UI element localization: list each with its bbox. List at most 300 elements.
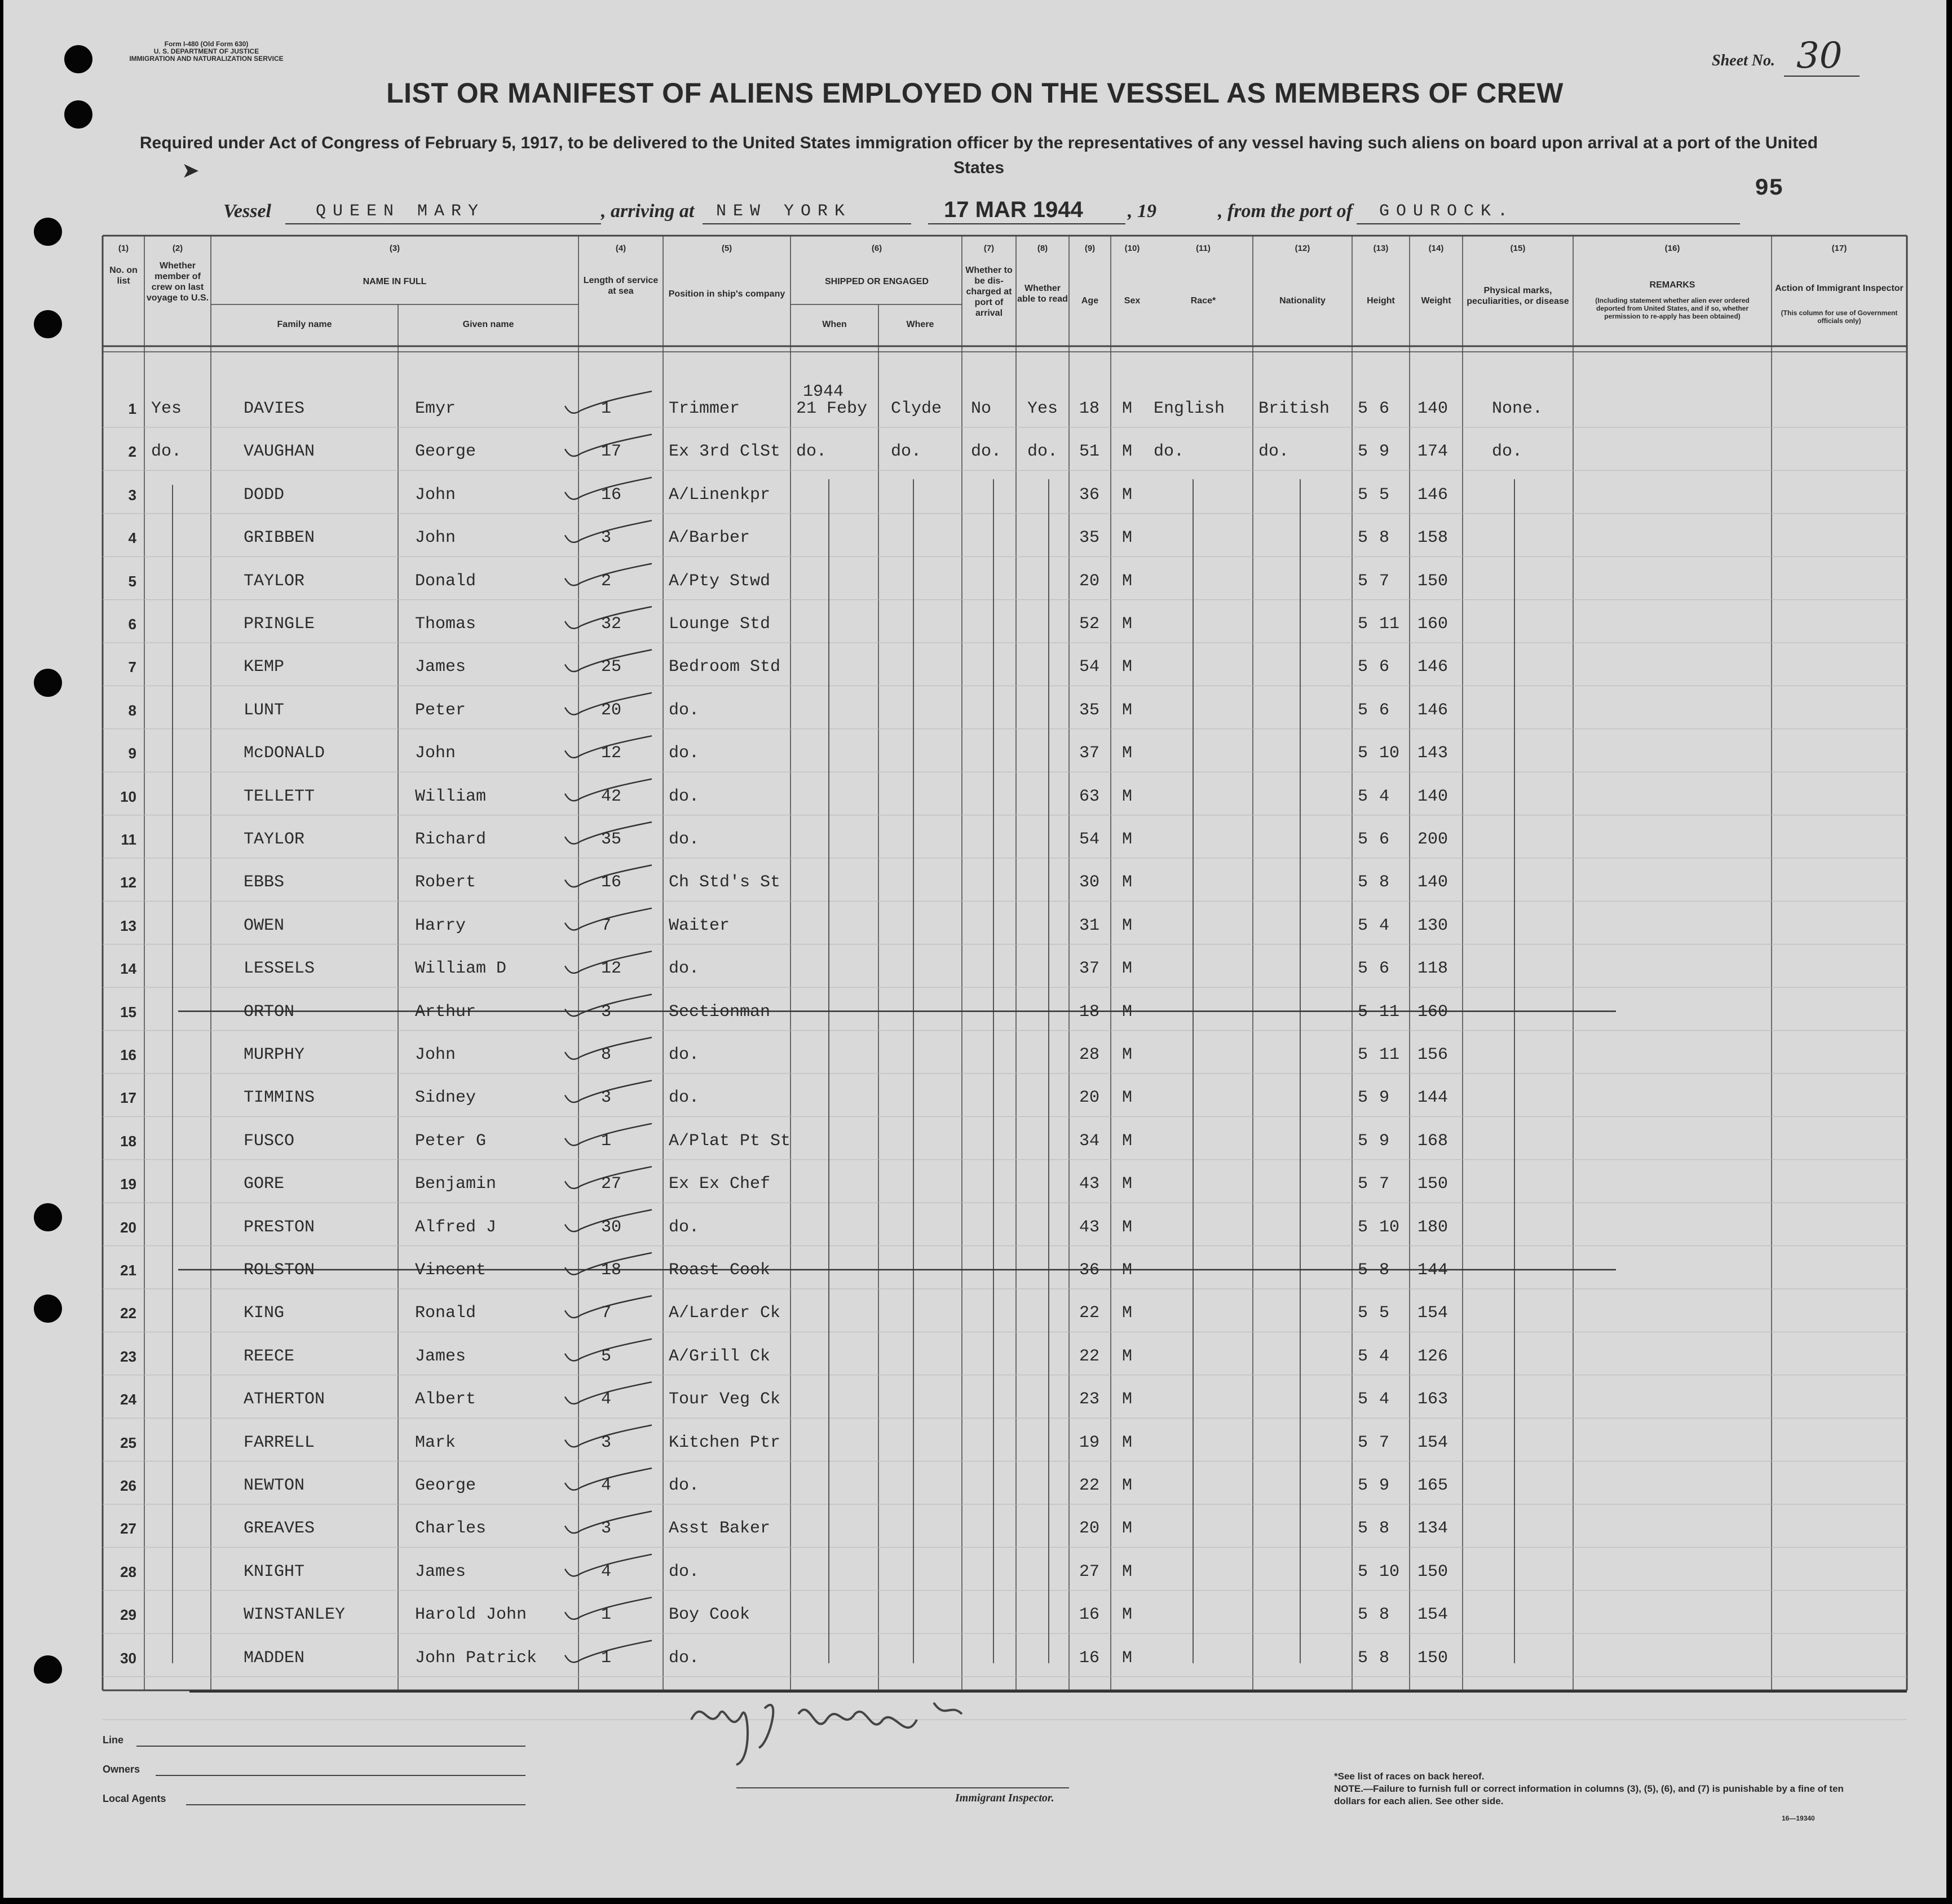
age-cell: 16 [1079,1605,1100,1625]
service-cell: 4 [601,1476,612,1495]
weight-cell: 144 [1417,1088,1448,1108]
height-feet-cell: 5 [1358,1390,1368,1410]
family-name-cell: VAUGHAN [244,442,315,462]
row-number: 25 [120,1434,136,1451]
prev-voyage-cell: Yes [151,399,182,418]
weight-cell: 146 [1417,485,1448,505]
sex-cell: M [1122,1390,1133,1410]
height-feet-cell: 5 [1358,787,1368,806]
service-cell: 3 [601,1002,612,1022]
row-number: 1 [128,400,136,417]
height-inches-cell: 7 [1379,1174,1390,1194]
row-number: 12 [120,874,136,891]
sex-cell: M [1122,615,1133,634]
service-cell: 16 [601,873,622,893]
given-name-cell: William D [415,959,507,979]
from-label: , from the port of [1218,201,1353,222]
weight-cell: 140 [1417,399,1448,418]
manifest-page [3,0,1946,1898]
family-name-cell: PRINGLE [244,615,315,634]
height-feet-cell: 5 [1358,1261,1368,1280]
height-inches-cell: 4 [1379,916,1390,935]
family-name-cell: FARRELL [244,1433,315,1452]
position-cell: Boy Cook [669,1605,750,1625]
height-inches-cell: 8 [1379,1261,1390,1280]
row-number: 9 [128,745,136,762]
height-feet-cell: 5 [1358,1648,1368,1668]
row-number: 20 [120,1218,136,1236]
given-name-cell: Emyr [415,399,456,418]
agents-field [186,1804,525,1805]
age-cell: 63 [1079,787,1100,806]
column-header: Action of Immigrant Inspector [1775,284,1904,293]
column-number: (9) [1084,244,1096,253]
given-name-cell: Ronald [415,1304,476,1323]
service-cell: 1 [601,1648,612,1668]
row-number: 23 [120,1348,136,1365]
sex-cell: M [1122,1131,1133,1151]
age-cell: 37 [1079,744,1100,763]
given-name-header: Given name [462,320,514,329]
height-feet-cell: 5 [1358,1433,1368,1452]
column-number: (14) [1428,244,1444,253]
given-name-cell: Vincent [415,1261,487,1280]
weight-cell: 158 [1417,528,1448,548]
weight-cell: 140 [1417,873,1448,893]
height-feet-cell: 5 [1358,1045,1368,1064]
height-feet-cell: 5 [1358,485,1368,505]
position-cell: do. [669,830,700,849]
age-cell: 37 [1079,959,1100,979]
position-cell: do. [669,744,700,763]
given-name-cell: Benjamin [415,1174,497,1194]
column-number: (17) [1831,244,1847,253]
row-number: 8 [128,701,136,719]
height-feet-cell: 5 [1358,1088,1368,1108]
service-cell: 3 [601,528,612,548]
row-number: 5 [128,572,136,590]
when-cell: 21 Feby [796,399,868,418]
weight-cell: 146 [1417,657,1448,677]
column-header: Nationality [1279,296,1326,306]
age-cell: 31 [1079,916,1100,935]
height-inches-cell: 6 [1379,830,1390,849]
service-cell: 18 [601,1261,622,1280]
sex-cell: M [1122,916,1133,935]
column-number: (7) [983,244,995,253]
row-number: 15 [120,1003,136,1021]
column-number: (16) [1664,244,1680,253]
given-name-cell: George [415,1476,476,1495]
sex-cell: M [1122,1174,1133,1194]
height-inches-cell: 8 [1379,1519,1390,1539]
height-inches-cell: 4 [1379,1346,1390,1366]
page-title: LIST OR MANIFEST OF ALIENS EMPLOYED ON THE VESSEL AS MEMBERS OF CREW [386,77,1564,109]
age-cell: 18 [1079,1002,1100,1022]
weight-cell: 150 [1417,1648,1448,1668]
given-name-cell: Donald [415,571,476,591]
height-inches-cell: 11 [1379,615,1400,634]
height-inches-cell: 4 [1379,1390,1390,1410]
arrow-mark-icon: ➤ [182,159,200,183]
sex-cell: M [1122,830,1133,849]
weight-cell: 140 [1417,787,1448,806]
sex-cell: M [1122,571,1133,591]
column-number: (4) [615,244,626,253]
family-name-cell: GORE [244,1174,285,1194]
position-cell: do. [669,1045,700,1064]
weight-cell: 160 [1417,615,1448,634]
remarks-note: (Including statement whether alien ever ordered deported from United States, and if so, whether permission to re-apply has been obtained) [1595,297,1750,320]
sex-cell: M [1122,744,1133,763]
family-name-cell: GRIBBEN [244,528,315,548]
family-name-cell: LUNT [244,700,285,720]
height-feet-cell: 5 [1358,700,1368,720]
given-name-cell: James [415,1562,466,1581]
marks-cell: do. [1492,442,1523,462]
sex-cell: M [1122,399,1133,418]
column-number: (15) [1510,244,1526,253]
row-number: 13 [120,917,136,934]
position-cell: Ex Ex Chef [669,1174,771,1194]
height-inches-cell: 10 [1379,1562,1400,1581]
row-number: 6 [128,616,136,633]
service-cell: 5 [601,1346,612,1366]
inspector-label: Immigrant Inspector. [955,1792,1054,1804]
position-cell: A/Barber [669,528,750,548]
height-feet-cell: 5 [1358,657,1368,677]
sex-cell: M [1122,657,1133,677]
row-number: 27 [120,1520,136,1538]
height-feet-cell: 5 [1358,873,1368,893]
given-name-cell: George [415,442,476,462]
height-inches-cell: 8 [1379,873,1390,893]
height-feet-cell: 5 [1358,1304,1368,1323]
height-inches-cell: 9 [1379,442,1390,462]
position-cell: Ch Std's St [669,873,781,893]
column-number: (10) [1124,244,1140,253]
discharge-cell: do. [971,442,1002,462]
weight-cell: 154 [1417,1433,1448,1452]
service-cell: 7 [601,1304,612,1323]
row-number: 11 [121,831,136,848]
department-name: U. S. DEPARTMENT OF JUSTICE [153,47,259,55]
given-name-cell: John [415,744,456,763]
given-name-cell: John [415,485,456,505]
service-cell: 3 [601,1433,612,1452]
height-feet-cell: 5 [1358,1476,1368,1495]
column-header: No. on list [109,266,138,286]
family-name-header: Family name [277,320,332,329]
column-header: Weight [1421,296,1451,306]
service-cell: 3 [601,1519,612,1539]
weight-cell: 143 [1417,744,1448,763]
family-name-cell: GREAVES [244,1519,315,1539]
weight-cell: 180 [1417,1217,1448,1237]
position-cell: Sectionman [669,1002,771,1022]
sex-cell: M [1122,442,1133,462]
height-inches-cell: 6 [1379,657,1390,677]
vessel-name: QUEEN MARY [316,202,485,221]
sex-cell: M [1122,1648,1133,1668]
sex-cell: M [1122,1045,1133,1064]
sex-cell: M [1122,1519,1133,1539]
position-cell: Ex 3rd ClSt [669,442,781,462]
given-name-cell: John [415,1045,456,1064]
height-inches-cell: 8 [1379,528,1390,548]
weight-cell: 146 [1417,700,1448,720]
age-cell: 35 [1079,700,1100,720]
family-name-cell: FUSCO [244,1131,295,1151]
column-number: (6) [871,244,882,253]
family-name-cell: TAYLOR [244,571,305,591]
row-number: 3 [128,486,136,503]
date-stamp: 17 MAR 1944 [944,197,1083,222]
age-cell: 19 [1079,1433,1100,1452]
height-feet-cell: 5 [1358,1174,1368,1194]
sex-cell: M [1122,1562,1133,1581]
family-name-cell: MURPHY [244,1045,305,1064]
height-inches-cell: 9 [1379,1088,1390,1108]
sex-cell: M [1122,1433,1133,1452]
height-feet-cell: 5 [1358,1346,1368,1366]
column-header: SHIPPED OR ENGAGED [824,277,929,286]
family-name-cell: PRESTON [244,1217,315,1237]
service-cell: 17 [601,442,622,462]
age-cell: 22 [1079,1476,1100,1495]
family-name-cell: TIMMINS [244,1088,315,1108]
read-cell: do. [1027,442,1058,462]
age-cell: 43 [1079,1217,1100,1237]
arriving-port: NEW YORK [716,202,852,221]
service-cell: 42 [601,787,622,806]
row-number: 4 [128,529,136,547]
column-header: Race* [1190,296,1216,306]
height-feet-cell: 5 [1358,615,1368,634]
column-number: (13) [1373,244,1389,253]
given-name-cell: Richard [415,830,487,849]
row-number: 21 [120,1262,136,1279]
service-cell: 7 [601,916,612,935]
column-header: Sex [1124,296,1141,306]
height-inches-cell: 7 [1379,1433,1390,1452]
age-cell: 20 [1079,1519,1100,1539]
row-number: 19 [120,1176,136,1193]
position-cell: Trimmer [669,399,740,418]
service-cell: 2 [601,571,612,591]
sex-cell: M [1122,1217,1133,1237]
year-label: , 19 [1128,201,1156,222]
penalty-note: NOTE.—Failure to furnish full or correct information in columns (3), (5), (6), and (7) is punishable by a fine of ten dollars for each alien. See other side. [1334,1783,1844,1806]
age-cell: 52 [1079,615,1100,634]
weight-cell: 126 [1417,1346,1448,1366]
position-cell: Roast Cook [669,1261,771,1280]
position-cell: do. [669,1217,700,1237]
age-cell: 28 [1079,1045,1100,1064]
family-name-cell: OWEN [244,916,285,935]
row-number: 26 [120,1477,136,1494]
given-name-cell: Harry [415,916,466,935]
row-number: 14 [120,960,136,978]
height-feet-cell: 5 [1358,1605,1368,1625]
given-name-cell: John Patrick [415,1648,537,1668]
arriving-label: , arriving at [601,201,695,222]
agents-label: Local Agents [103,1793,166,1804]
position-cell: do. [669,787,700,806]
height-feet-cell: 5 [1358,916,1368,935]
weight-cell: 150 [1417,1174,1448,1194]
column-header: Position in ship's company [668,289,785,299]
row-number: 7 [128,659,136,676]
given-name-cell: Peter G [415,1131,487,1151]
sex-cell: M [1122,873,1133,893]
family-name-cell: ATHERTON [244,1390,325,1410]
height-feet-cell: 5 [1358,399,1368,418]
height-feet-cell: 5 [1358,1131,1368,1151]
weight-cell: 165 [1417,1476,1448,1495]
height-inches-cell: 11 [1379,1045,1400,1064]
height-feet-cell: 5 [1358,1562,1368,1581]
given-name-cell: Arthur [415,1002,476,1022]
sheet-label: Sheet No. [1712,52,1775,69]
age-cell: 20 [1079,1088,1100,1108]
action-note: (This column for use of Government officials only) [1781,309,1898,325]
age-cell: 43 [1079,1174,1100,1194]
given-name-cell: William [415,787,487,806]
age-cell: 54 [1079,830,1100,849]
age-cell: 22 [1079,1304,1100,1323]
given-name-cell: James [415,1346,466,1366]
family-name-cell: KNIGHT [244,1562,305,1581]
age-cell: 34 [1079,1131,1100,1151]
column-header: Length of service at sea [583,276,659,296]
height-inches-cell: 10 [1379,1217,1400,1237]
service-cell: 12 [601,959,622,979]
height-feet-cell: 5 [1358,1217,1368,1237]
sex-cell: M [1122,787,1133,806]
sex-cell: M [1122,1304,1133,1323]
position-cell: Bedroom Std [669,657,781,677]
vessel-label: Vessel [223,201,271,222]
service-cell: 3 [601,1088,612,1108]
given-name-cell: Robert [415,873,476,893]
where-header: Where [906,320,934,329]
service-cell: 32 [601,615,622,634]
height-feet-cell: 5 [1358,959,1368,979]
column-header: NAME IN FULL [363,277,427,286]
nationality-cell: do. [1258,442,1289,462]
family-name-cell: TAYLOR [244,830,305,849]
from-port: GOUROCK. [1379,202,1515,221]
column-header: Whether member of crew on last voyage to U.S. [146,261,209,303]
owners-field [156,1775,525,1776]
marks-cell: None. [1492,399,1543,418]
height-inches-cell: 6 [1379,399,1390,418]
race-cell: English [1154,399,1225,418]
row-number: 10 [120,788,136,805]
inspector-signature [669,1680,984,1770]
row-number: 30 [120,1649,136,1667]
race-cell: do. [1154,442,1185,462]
sex-cell: M [1122,1261,1133,1280]
weight-cell: 154 [1417,1605,1448,1625]
family-name-cell: ORTON [244,1002,295,1022]
given-name-cell: Albert [415,1390,476,1410]
service-cell: 1 [601,1131,612,1151]
owners-label: Owners [103,1764,140,1775]
service-cell: 16 [601,485,622,505]
age-cell: 36 [1079,1261,1100,1280]
given-name-cell: John [415,528,456,548]
age-cell: 20 [1079,571,1100,591]
position-cell: do. [669,1648,700,1668]
position-cell: do. [669,1476,700,1495]
row-number: 28 [120,1563,136,1580]
given-name-cell: Mark [415,1433,456,1452]
page-count: 95 [1755,175,1783,202]
weight-cell: 130 [1417,916,1448,935]
sex-cell: M [1122,1088,1133,1108]
row-number: 17 [120,1089,136,1107]
column-header: Whether to be dis-charged at port of arrival [965,266,1013,318]
print-number: 16—19340 [1782,1814,1815,1822]
column-number: (5) [721,244,732,253]
family-name-cell: NEWTON [244,1476,305,1495]
sex-cell: M [1122,528,1133,548]
age-cell: 16 [1079,1648,1100,1668]
age-cell: 23 [1079,1390,1100,1410]
race-note: *See list of races on back hereof. [1334,1771,1485,1782]
inspector-field [736,1787,1069,1788]
age-cell: 35 [1079,528,1100,548]
height-feet-cell: 5 [1358,830,1368,849]
given-name-cell: Alfred J [415,1217,497,1237]
family-name-cell: EBBS [244,873,285,893]
weight-cell: 118 [1417,959,1448,979]
height-inches-cell: 6 [1379,700,1390,720]
position-cell: do. [669,1088,700,1108]
weight-cell: 174 [1417,442,1448,462]
position-cell: do. [669,700,700,720]
given-name-cell: Peter [415,700,466,720]
height-inches-cell: 6 [1379,959,1390,979]
weight-cell: 150 [1417,1562,1448,1581]
height-inches-cell: 5 [1379,1304,1390,1323]
height-inches-cell: 7 [1379,571,1390,591]
row-number: 2 [128,443,136,461]
given-name-cell: Harold John [415,1605,527,1625]
line-label: Line [103,1734,124,1746]
service-cell: 12 [601,744,622,763]
height-inches-cell: 9 [1379,1131,1390,1151]
line-field [136,1746,525,1747]
position-cell: Kitchen Ptr [669,1433,781,1452]
given-name-cell: Charles [415,1519,487,1539]
row-number: 24 [120,1391,136,1408]
nationality-cell: British [1258,399,1330,418]
service-cell: 1 [601,399,612,418]
position-cell: A/Linenkpr [669,485,771,505]
family-name-cell: McDONALD [244,744,325,763]
age-cell: 30 [1079,873,1100,893]
weight-cell: 134 [1417,1519,1448,1539]
age-cell: 51 [1079,442,1100,462]
where-cell: Clyde [891,399,942,418]
when-header: When [822,320,847,329]
service-cell: 30 [601,1217,622,1237]
position-cell: Tour Veg Ck [669,1390,781,1410]
given-name-cell: Sidney [415,1088,476,1108]
